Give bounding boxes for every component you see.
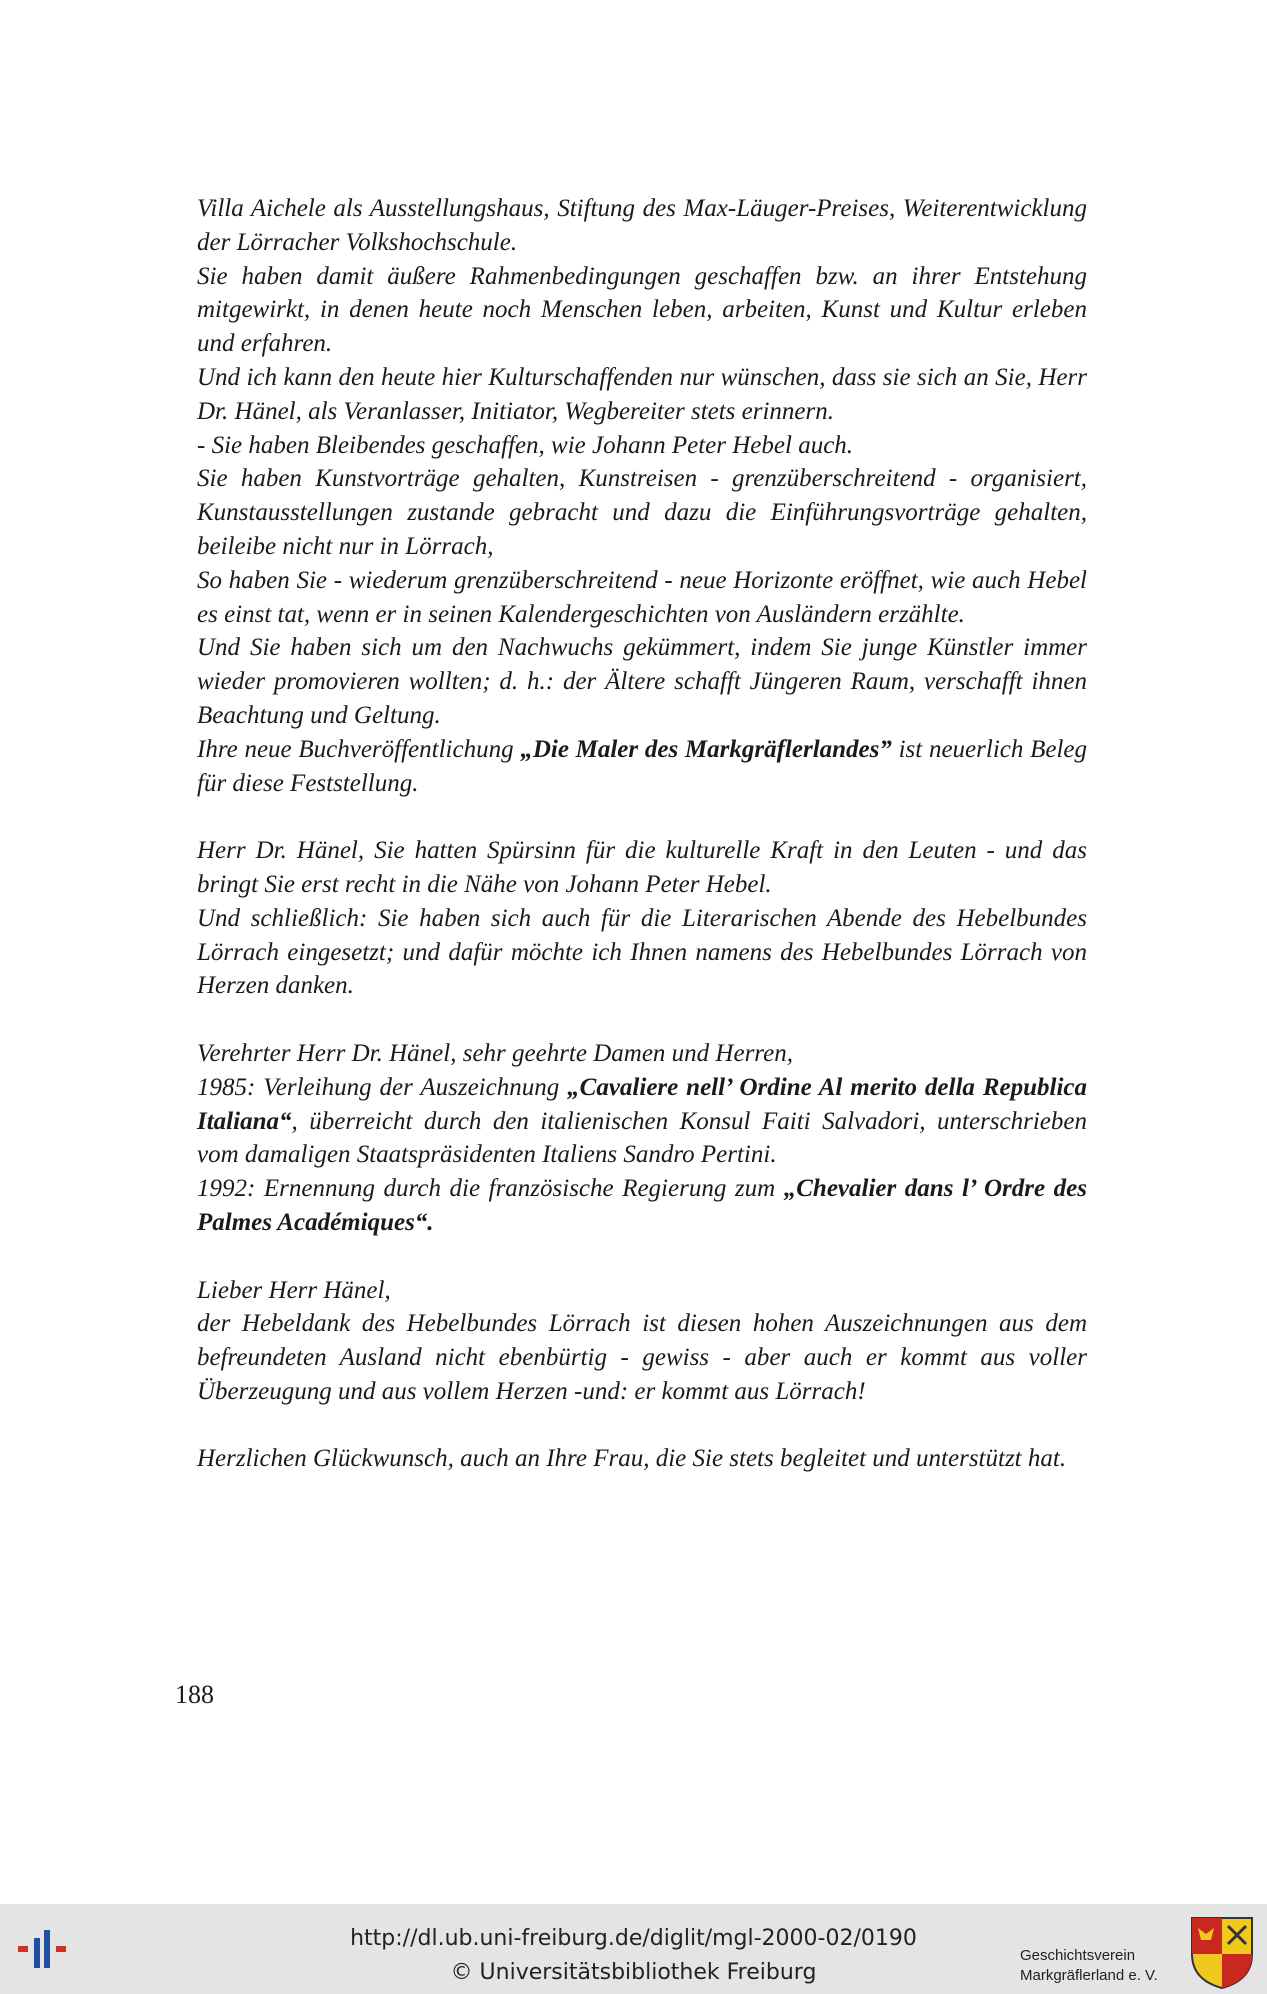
page-number: 188 bbox=[175, 1680, 214, 1709]
paragraph bbox=[197, 564, 1087, 632]
paragraph-text: - Sie haben Bleibendes geschaffen, wie Johann Peter Hebel auch. bbox=[197, 431, 854, 459]
bold-title-text: „Die Maler des Markgräflerlandes” bbox=[520, 735, 892, 763]
paragraph bbox=[197, 1037, 1087, 1071]
paragraph bbox=[197, 429, 1087, 463]
paragraph-text: So haben Sie - wiederum grenzüberschreitend - neue Horizonte eröffnet, wie auch Hebel es einst tat, wenn er in seinen Kalendergeschichten von Ausländern erzählte. bbox=[197, 566, 1087, 628]
paragraph bbox=[197, 361, 1087, 429]
paragraph bbox=[197, 733, 1087, 801]
paragraph bbox=[197, 462, 1087, 563]
footer-bar bbox=[0, 1904, 1267, 1994]
society-line-2: Markgräflerland e. V. bbox=[1020, 1967, 1158, 1984]
paragraph bbox=[197, 260, 1087, 361]
paragraph-text: Villa Aichele als Ausstellungshaus, Stiftung des Max-Läuger-Preises, Weiterentwicklung der Lörracher Volkshochschule. bbox=[197, 195, 1087, 256]
paragraph bbox=[197, 1442, 1087, 1476]
paragraph-text: Verehrter Herr Dr. Hänel, sehr geehrte Damen und Herren, bbox=[197, 1039, 793, 1067]
paragraph bbox=[197, 1172, 1087, 1240]
paragraph-text: Herr Dr. Hänel, Sie hatten Spürsinn für die kulturelle Kraft in den Leuten - und das bringt Sie erst recht in die Nähe von Johann Peter Hebel. bbox=[197, 837, 1087, 898]
paragraph bbox=[197, 1071, 1087, 1172]
bold-title-text: „Chevalier dans l’ Ordre des Palmes Académiques“. bbox=[197, 1175, 1087, 1236]
paragraph-text: Sie haben Kunstvorträge gehalten, Kunstreisen - grenzüberschreitend - organisiert, Kunstausstellungen zustande gebracht und dazu die Einführungsvorträge gehalten, beileibe nicht nur in Lörrach, bbox=[197, 465, 1087, 560]
paragraph bbox=[197, 834, 1087, 902]
paragraph-text: Und Sie haben sich um den Nachwuchs gekümmert, indem Sie junge Künstler immer wieder promovieren wollten; d. h.: der Ältere schafft Jüngeren Raum, verschafft ihnen Beachtung und Geltung. bbox=[197, 634, 1087, 729]
paragraph-text: ist neuerlich Beleg für diese Feststellung. bbox=[197, 735, 1087, 797]
paragraph bbox=[197, 902, 1087, 1003]
paragraph bbox=[197, 1307, 1087, 1408]
paragraph-gap bbox=[197, 1003, 1087, 1037]
paragraph-text: Sie haben damit äußere Rahmenbedingungen geschaffen bzw. an ihrer Entstehung mitgewirkt, in denen heute noch Menschen leben, arbeiten, Kunst und Kultur erleben und erfahren. bbox=[197, 262, 1087, 358]
footer-copyright: © Universitätsbibliothek Freiburg bbox=[450, 1960, 817, 1985]
paragraph-text: Und schließlich: Sie haben sich auch für die Literarischen Abende des Hebelbundes Lörrach eingesetzt; und dafür möchte ich Ihnen namens des Hebelbundes Lörrach von Herzen danken. bbox=[197, 904, 1087, 1000]
document-body bbox=[197, 192, 1087, 1476]
paragraph-text: Lieber Herr Hänel, bbox=[197, 1276, 391, 1304]
paragraph-text: 1992: Ernennung durch die französische Regierung zum bbox=[197, 1175, 784, 1203]
society-line-1: Geschichtsverein bbox=[1020, 1947, 1136, 1964]
paragraph-text: der Hebeldank des Hebelbundes Lörrach ist diesen hohen Auszeichnungen aus dem befreundeten Ausland nicht ebenbürtig - gewiss - aber auch er kommt aus voller Überzeugung und aus vollem Herzen -und: er kommt aus Lörrach! bbox=[197, 1310, 1087, 1405]
paragraph-gap bbox=[197, 800, 1087, 834]
paragraph-gap bbox=[197, 1240, 1087, 1274]
footer-url-link[interactable]: http://dl.ub.uni-freiburg.de/diglit/mgl-2000-02/0190 bbox=[350, 1926, 917, 1951]
paragraph-text: Und ich kann den heute hier Kulturschaffenden nur wünschen, dass sie sich an Sie, Herr Dr. Hänel, als Veranlasser, Initiator, Wegbereiter stets erinnern. bbox=[197, 363, 1087, 425]
paragraph-gap bbox=[197, 1409, 1087, 1443]
paragraph bbox=[197, 1274, 1087, 1308]
coat-of-arms-icon bbox=[1188, 1914, 1256, 1990]
bold-title-text: „Cavaliere nell’ Ordine Al merito della Republica Italiana“ bbox=[197, 1073, 1087, 1135]
paragraph bbox=[197, 192, 1087, 260]
paragraph-text: 1985: Verleihung der Auszeichnung bbox=[197, 1073, 568, 1101]
paragraph-text: Herzlichen Glückwunsch, auch an Ihre Frau, die Sie stets begleitet und unterstützt hat. bbox=[197, 1445, 1067, 1473]
footer-society-name bbox=[1020, 1946, 1158, 1986]
paragraph-text: , überreicht durch den italienischen Konsul Faiti Salvadori, unterschrieben vom damaligen Staatspräsidenten Italiens Sandro Pertini. bbox=[197, 1107, 1087, 1169]
paragraph bbox=[197, 631, 1087, 732]
paragraph-text: Ihre neue Buchveröffentlichung bbox=[197, 735, 521, 763]
